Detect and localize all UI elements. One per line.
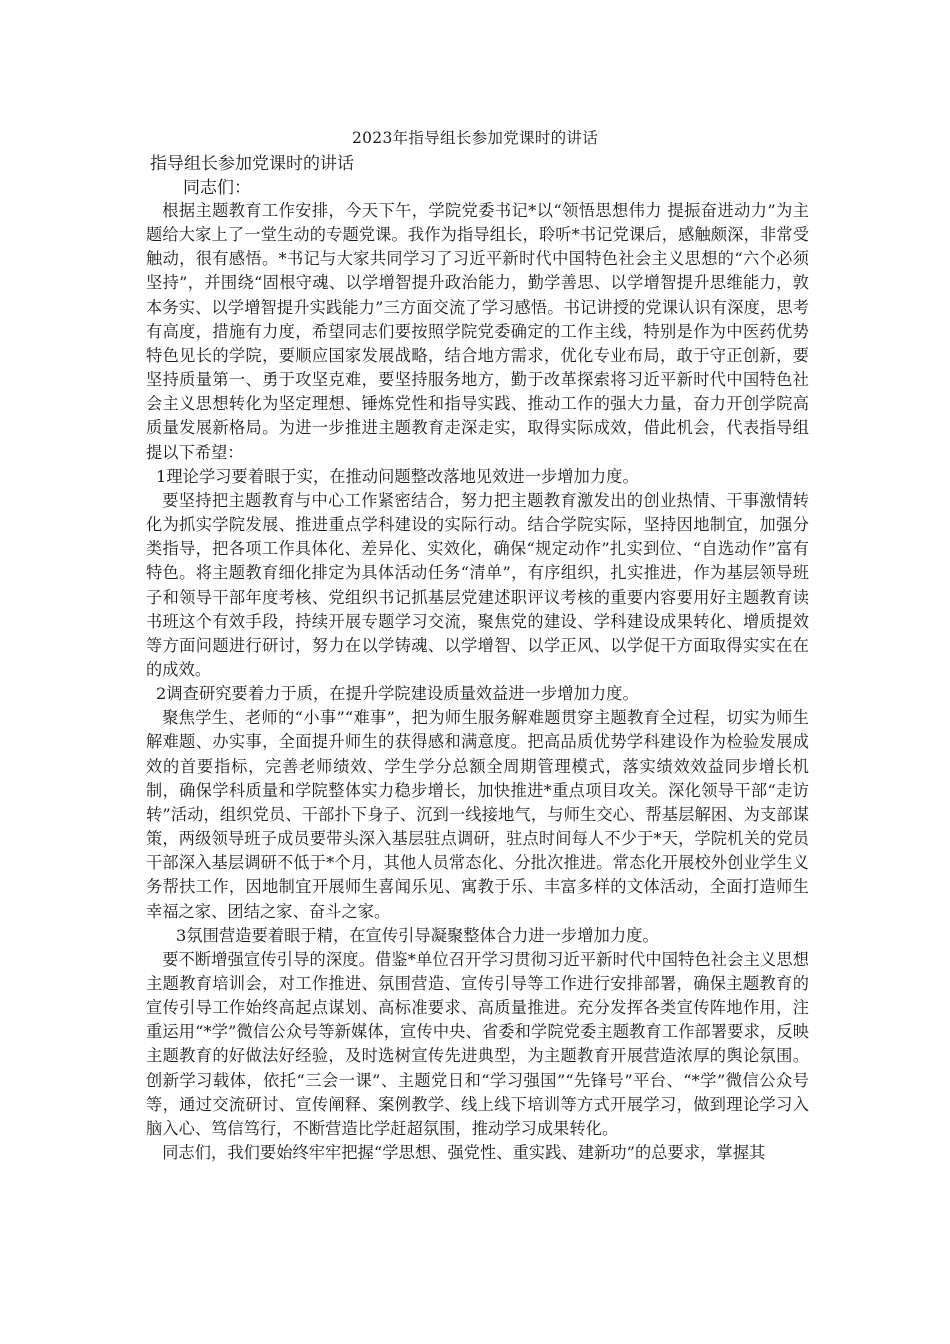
paragraph-section-3: 要不断增强宣传引导的深度。借鉴*单位召开学习贯彻习近平新时代中国特色社会主义思想主题教育培训会，对工作推进、氛围营造、宣传引导等工作进行安排部署，确保主题教育的宣传引导工作始终高起点谋划、高标准要求、高质量推进。充分发挥各类宣传阵地作用，注重运用“*学”微信公众号等新媒体，宣传中央、省委和学院党委主题教育工作部署要求，反映主题教育的好做法好经验，及时选树宣传先进典型，为主题教育开展营造浓厚的舆论氛围。创新学习载体，依托“三会一课”、主题党日和“学习强国”“先锋号”平台、“*学”微信公众号等，通过交流研讨、宣传阐释、案例教学、线上线下培训等方式开展学习，做到理论学习入脑入心、笃信笃行，不断营造比学赶超氛围，推动学习成果转化。 (146, 949, 809, 1138)
document-subtitle: 指导组长参加党课时的讲话 (150, 154, 354, 174)
document-body (146, 199, 809, 1165)
paragraph-section-2: 聚焦学生、老师的“小事”“难事”，把为师生服务解难题贯穿主题教育全过程，切实为师生解难题、办实事，全面提升师生的获得感和满意度。把高品质优势学科建设作为检验发展成效的首要指标，完善老师绩效、学生学分总额全周期管理模式，落实绩效效益同步增长机制，确保学科质量和学院整体实力稳步增长，加快推进*重点项目攻关。深化领导干部“走访转”活动，组织党员、干部扑下身子、沉到一线接地气，与师生交心、帮基层解困、为支部谋策，两级领导班子成员要带头深入基层驻点调研，驻点时间每人不少于*天，学院机关的党员干部深入基层调研不低于*个月，其他人员常态化、分批次推进。常态化开展校外创业学生义务帮扶工作，因地制宜开展师生喜闻乐见、寓教于乐、丰富多样的文体活动，全面打造师生幸福之家、团结之家、奋斗之家。 (146, 708, 809, 921)
greeting: 同志们： (183, 178, 251, 198)
paragraph-section-1: 要坚持把主题教育与中心工作紧密结合，努力把主题教育激发出的创业热情、干事激情转化为抓实学院发展、推进重点学科建设的实际行动。结合学院实际，坚持因地制宜，加强分类指导，把各项工作具体化、差异化、实效化，确保“规定动作”扎实到位、“自选动作”富有特色。将主题教育细化排定为具体活动任务“清单”，有序组织，扎实推进，作为基层领导班子和领导干部年度考核、党组织书记抓基层党建述职评议考核的重要内容要用好主题教育读书班这个有效手段，持续开展专题学习交流，聚焦党的建设、学科建设成果转化、增质提效等方面问题进行研讨，努力在以学铸魂、以学增智、以学正风、以学促干方面取得实实在在的成效。 (146, 490, 809, 679)
section-heading-1: 1理论学习要着眼于实，在推动问题整改落地见效进一步增加力度。 (156, 466, 639, 486)
paragraph-intro: 根据主题教育工作安排，今天下午，学院党委书记*以“领悟思想伟力 提振奋进动力”为主题给大家上了一堂生动的专题党课。我作为指导组长，聆听*书记党课后，感触颇深，非常受触动，很有感悟。*书记与大家共同学习了习近平新时代中国特色社会主义思想的“六个必须坚持”，并围绕“固根守魂、以学增智提升政治能力，勤学善思、以学增智提升思维能力，敦本务实、以学增智提升实践能力”三方面交流了学习感悟。书记讲授的党课认识有深度，思考有高度，措施有力度，希望同志们要按照学院党委确定的工作主线，特别是作为中医药优势特色见长的学院，要顺应国家发展战略，结合地方需求，优化专业布局，敢于守正创新，要坚持质量第一、勇于攻坚克难，要坚持服务地方，勤于改革探索将习近平新时代中国特色社会主义思想转化为坚定理想、锤炼党性和指导实践、推动工作的强大力量，奋力开创学院高质量发展新格局。为进一步推进主题教育走深走实，取得实际成效，借此机会，代表指导组提以下希望： (146, 201, 809, 462)
section-heading-2: 2调查研究要着力于质，在提升学院建设质量效益进一步增加力度。 (156, 684, 639, 704)
document-title: 2023年指导组长参加党课时的讲话 (351, 129, 599, 147)
paragraph-closing: 同志们，我们要始终牢牢把握“学思想、强党性、重实践、建新功”的总要求，掌握其 (162, 1143, 766, 1163)
section-heading-3: 3氛围营造要着眼于精，在宣传引导凝聚整体合力进一步增加力度。 (176, 925, 659, 945)
